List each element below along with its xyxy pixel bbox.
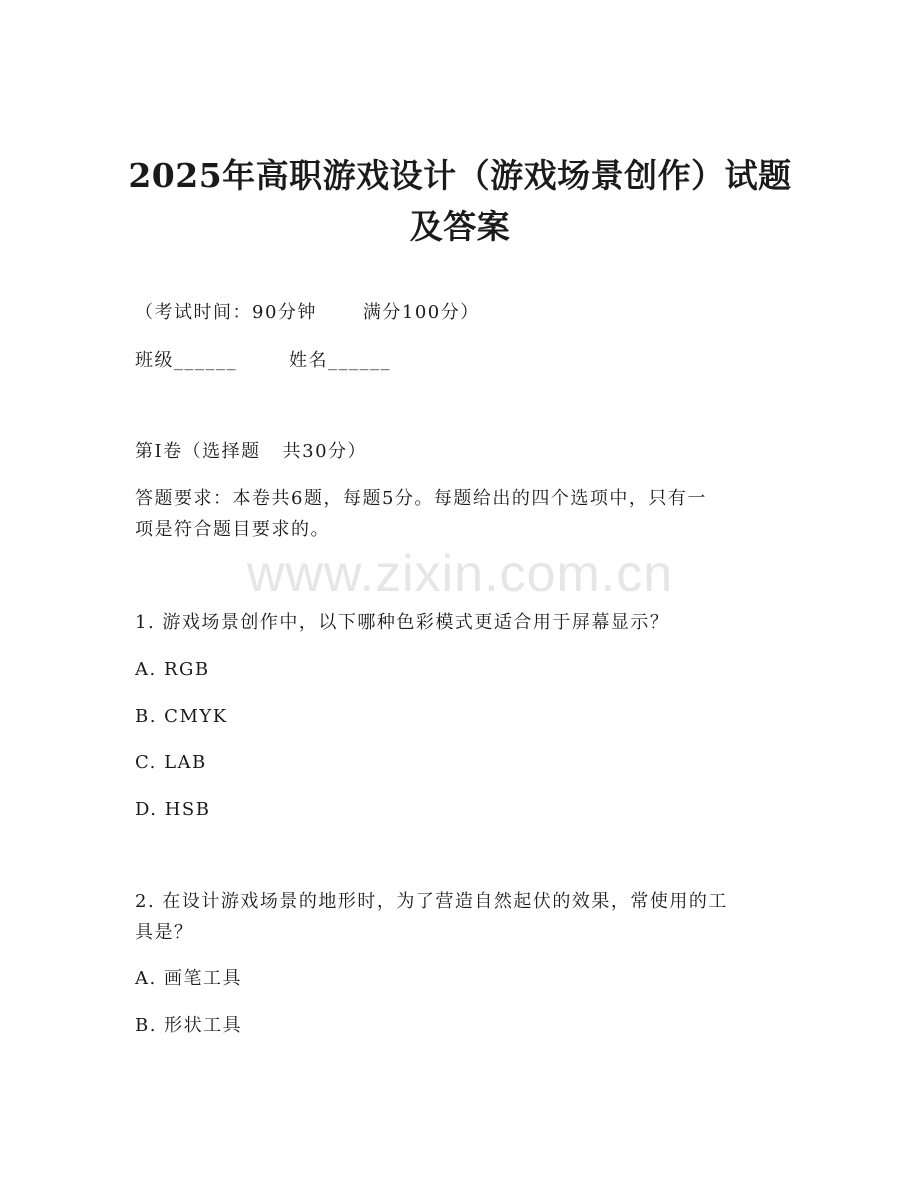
question-1-option-a: A. RGB <box>135 659 210 680</box>
question-1-option-b: B. CMYK <box>135 706 228 727</box>
section-requirement-line-1: 答题要求：本卷共6题，每题5分。每题给出的四个选项中，只有一 <box>135 488 707 509</box>
section-heading-total: 共30分） <box>282 441 368 462</box>
title-line-2: 及答案 <box>409 207 511 246</box>
question-1-stem: 1. 游戏场景创作中，以下哪种色彩模式更适合用于屏幕显示？ <box>135 612 670 633</box>
name-field: 姓名______ <box>289 350 391 371</box>
watermark: www.zixin.com.cn <box>246 545 674 603</box>
section-heading-title: 第Ⅰ卷（选择题 <box>135 441 261 462</box>
title-line-1: 2025年高职游戏设计（游戏场景创作）试题 <box>128 156 792 195</box>
question-2-option-a: A. 画笔工具 <box>135 968 242 989</box>
section-requirement-line-2: 项是符合题目要求的。 <box>135 519 330 540</box>
question-2-stem-line-1: 2. 在设计游戏场景的地形时，为了营造自然起伏的效果，常使用的工 <box>135 891 728 912</box>
question-1-option-d: D. HSB <box>135 799 211 820</box>
question-1-option-c: C. LAB <box>135 752 207 773</box>
question-2-option-b: B. 形状工具 <box>135 1015 243 1036</box>
exam-info <box>135 304 480 322</box>
question-2-stem-line-2: 具是？ <box>135 922 194 943</box>
class-field: 班级______ <box>135 350 237 371</box>
exam-full-score: 满分100分） <box>362 302 480 323</box>
exam-time: （考试时间：90分钟 <box>135 302 317 323</box>
section-heading <box>135 443 367 461</box>
student-fields <box>135 352 391 370</box>
